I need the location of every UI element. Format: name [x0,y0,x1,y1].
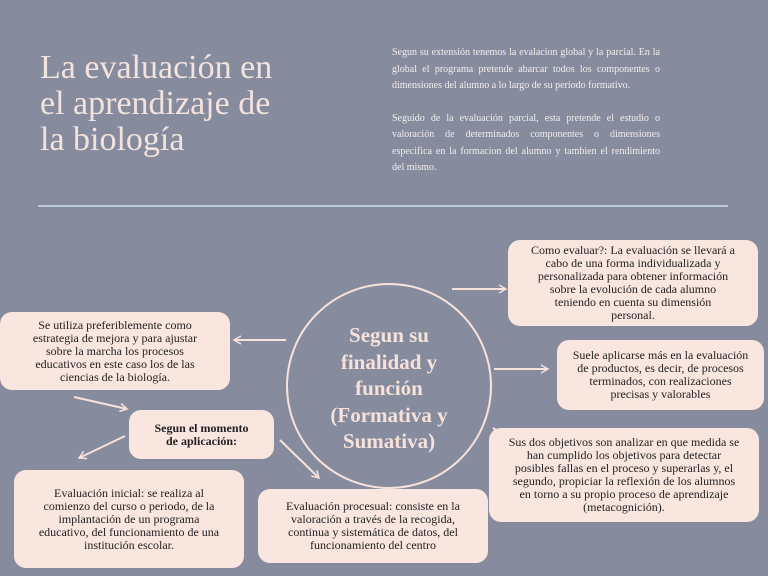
momento-aplicacion-box [129,410,274,459]
box-line: Como evaluar?: La evaluación se llevará a [531,243,735,257]
box-line: han cumplido los objetivos para detectar [526,448,722,462]
box-line: valoración a través de la recogida, [291,512,455,526]
box-line: teniendo en cuenta su dimensión [554,295,712,309]
box-line: sobre la marcha los procesos [46,343,184,358]
sus-objetivos-box [489,428,759,522]
box-line: institución escolar. [84,537,174,552]
box-line: ciencias de la biología. [60,369,170,384]
box-line: funcionamiento del centro [310,538,436,552]
suele-aplicarse-box [557,340,764,410]
box-line: (metacognición). [583,500,665,514]
box-line: estrategia de mejora y para ajustar [32,330,198,345]
central-line: Sumativa) [342,429,436,453]
arrow-to-inicial [79,436,125,458]
box-line: implantación de un programa [58,511,200,526]
como-evaluar-box [508,240,758,326]
box-line: de productos, es decir, de procesos [577,361,744,375]
box-line: en torno a su propio proceso de aprendizaje [519,487,729,501]
box-line: educativos en este caso los de las [35,356,195,371]
box-line: terminados, con realizaciones [589,374,732,388]
box-line: precisas y valorables [610,387,711,401]
evaluacion-inicial-box [14,470,244,568]
central-line: función [355,376,423,400]
utiliza-preferiblemente-box [0,312,230,390]
box-line: posibles fallas en el proceso y superarlas y, el [514,461,734,475]
box-line: segundo, propiciar la reflexión de los alumnos [512,474,736,488]
central-line: Segun su [349,323,429,347]
intro-paragraph-parcial: Seguido de la evaluación parcial, esta pretende el estudio o valoración de determinados componentes o dimensiones especifica en la formacion del alumno y tambien el rendimiento del mismo. [392,112,660,173]
box-line: educativo, del funcionamiento de una [38,524,220,539]
box-line: comienzo del curso o periodo, de la [43,498,215,513]
box-line: personalizada para obtener información [537,269,729,283]
box-line: Suele aplicarse más en la evaluación [572,348,749,362]
box-line: Evaluación procesual: consiste en la [286,499,460,513]
central-line: (Formativa y [330,402,448,427]
title-line: La evaluación en [40,49,273,86]
box-line: cabo de una forma individualizada y [545,256,721,270]
arrow-to-momento [74,397,127,409]
box-line: personal. [611,308,655,322]
box-line: Sus dos objetivos son analizar en que medida se [508,435,740,449]
box-line: sobre la evolución de cada alumno [549,282,717,296]
box-line: Segun el momento [154,420,249,435]
central-concept-label [306,322,472,455]
box-line: Se utiliza preferiblemente como [38,317,192,332]
title-line: el aprendizaje de [40,85,271,122]
evaluacion-procesual-box [258,489,488,563]
box-line: Evaluación inicial: se realiza al [54,485,204,500]
box-line: continua y sistemática de datos, del [288,525,458,539]
central-line: finalidad y [340,349,438,374]
box-line: de aplicación: [166,433,237,448]
intro-paragraph-global: Segun su extensión tenemos la evalacion global y la parcial. En la global el programa pretende abarcar todos los componentes o dimensiones del alumno a lo largo de su periodo formativo. [392,47,660,91]
title-line: la biología [40,121,185,158]
